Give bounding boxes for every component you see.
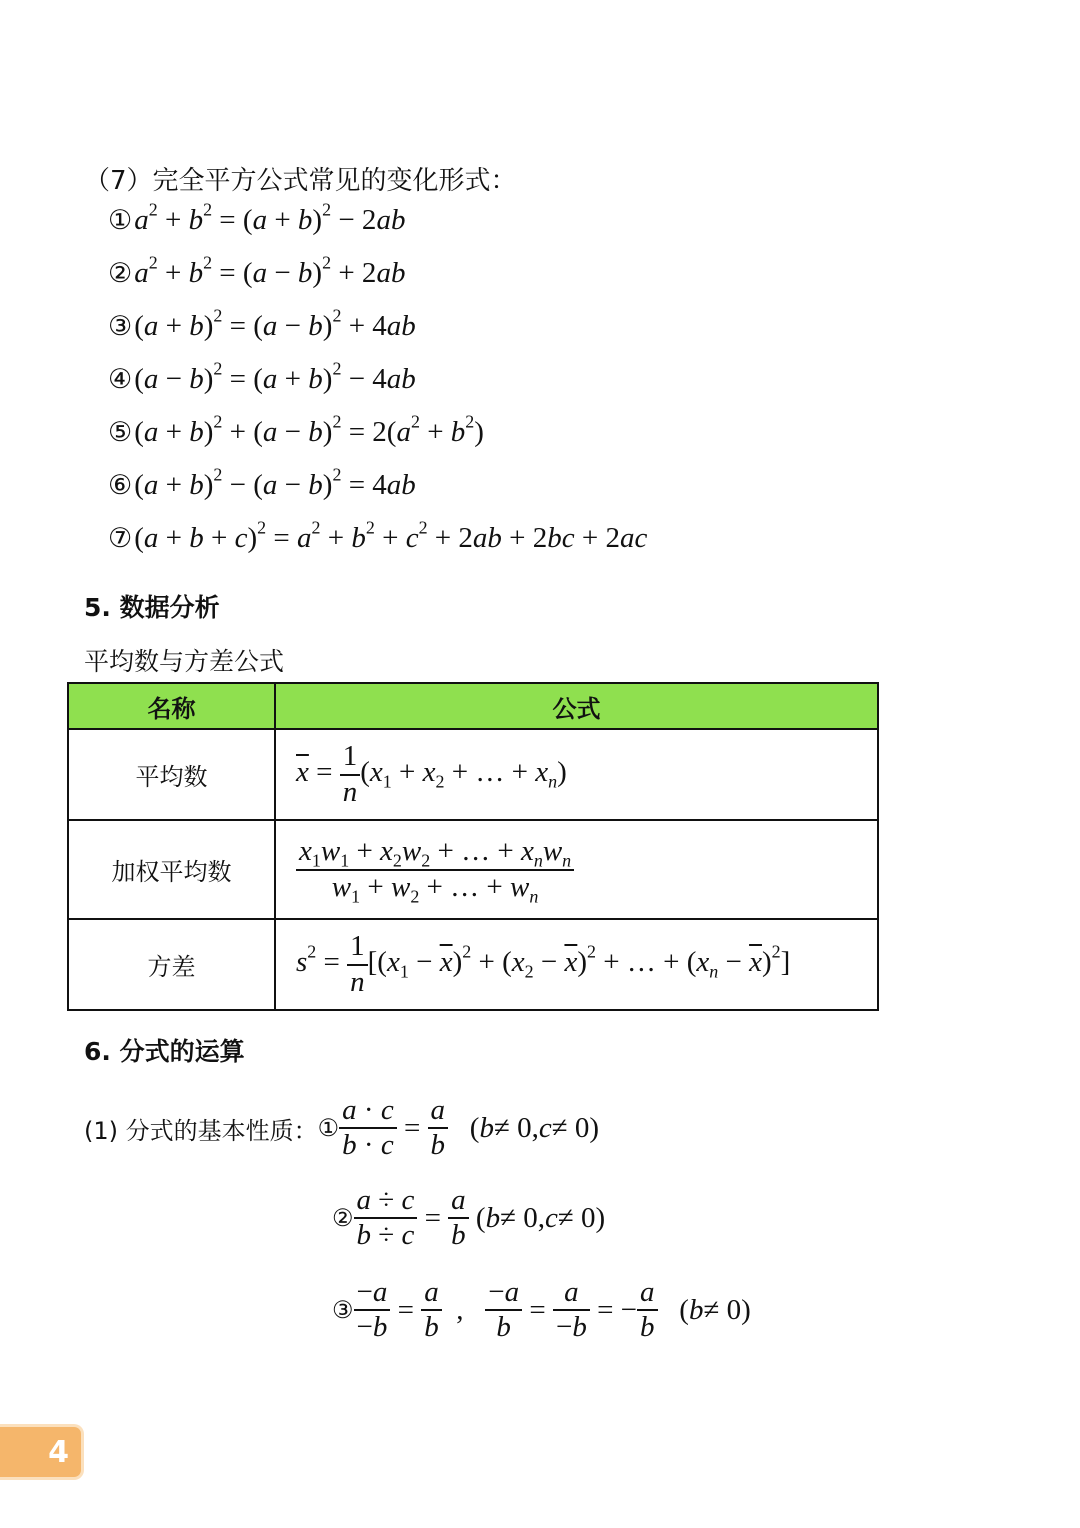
mean-formula: $\overline{x}$ = $\frac{1}{n}$ ($x_1 + x_2$ + … + $x_n$): [275, 729, 878, 820]
table-row-variance: [68, 919, 878, 1010]
table-header-row: [68, 683, 878, 729]
fraction-property-2: ② $\frac{a \div c}{b \div c}$ = $\frac{a}{b}$ ( b ≠ 0, c ≠ 0): [332, 1184, 606, 1252]
variations-heading: （7）完全平方公式常见的变化形式：: [84, 166, 517, 196]
formula-7: ⑦(a + $b + c)^2 = a^2 + b^2 + c^2 + 2ab + 2bc + 2ac$: [108, 517, 648, 554]
formula-6: ⑥(a + $b)^2 - (a - b)^2 = 4ab$: [108, 464, 416, 501]
property-label: (1) 分式的基本性质：: [84, 1116, 318, 1145]
section-6-title: 6. 分式的运算: [84, 1037, 245, 1066]
formula-1: $①a^2 + b^2 = (a + b)^2 - 2ab$: [108, 199, 406, 236]
row-label-variance: 方差: [68, 919, 275, 1010]
mean-variance-table: [67, 682, 879, 1011]
section-5-title: 5. 数据分析: [84, 593, 220, 622]
table-caption: 平均数与方差公式: [84, 647, 285, 676]
row-label-weighted-mean: 加权平均数: [68, 820, 275, 919]
row-label-mean: 平均数: [68, 729, 275, 820]
variance-formula: $s^2$ = $\frac{1}{n}$ [$(x_1 - \overline{x})^2 + (x_2 - \overline{x})^2$ + … + $(x_n - \overline{x})^2$]: [275, 919, 878, 1010]
header-name: 名称: [68, 683, 275, 729]
table-row-mean: [68, 729, 878, 820]
formula-4: ④(a − $b)^2 = (a + b)^2 - 4ab$: [108, 358, 416, 395]
fraction-property-3: ③ $\frac{-a}{-b}$ = $\frac{a}{b}$ , $\frac{-a}{b}$ = $\frac{a}{-b}$ = − $\frac{a}{b}$ ( b ≠ 0): [332, 1276, 751, 1344]
table-row-weighted-mean: [68, 820, 878, 919]
header-formula: 公式: [275, 683, 878, 729]
page-number-badge: 4: [0, 1424, 84, 1480]
fraction-property-1: (1) 分式的基本性质： ① $\frac{a \cdot c}{b \cdot c}$ = $\frac{a}{b}$ ( b ≠ 0, c ≠ 0): [84, 1094, 600, 1162]
formula-5: ⑤(a + $b)^2 + (a - b)^2 = 2(a^2 + b^2)$: [108, 411, 484, 448]
formula-3: ③(a + $b)^2 = (a - b)^2 + 4ab$: [108, 305, 416, 342]
formula-2: $②a^2 + b^2 = (a - b)^2 + 2ab$: [108, 252, 406, 289]
weighted-mean-formula: $\frac{x_1w_1 + x_2w_2 + \dots + x_nw_n}{w_1 + w_2 + \dots + w_n}$: [275, 820, 878, 919]
